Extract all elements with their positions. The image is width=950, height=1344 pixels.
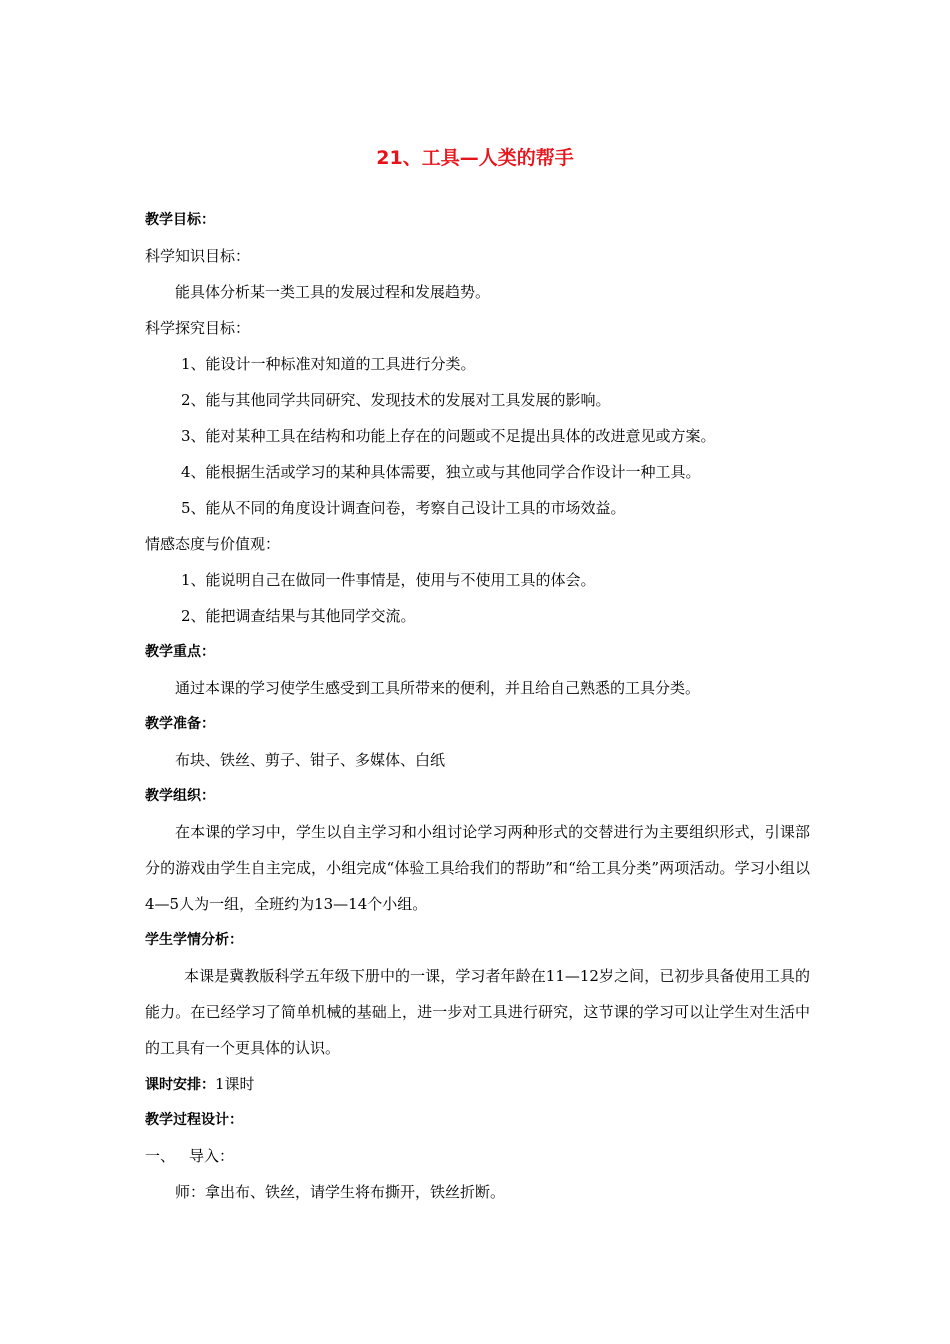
process-section-1 xyxy=(145,1138,810,1174)
schedule-label: 课时安排： xyxy=(145,1077,215,1093)
section-label: 导入： xyxy=(189,1147,235,1165)
focus-heading: 教学重点： xyxy=(145,644,215,660)
analysis-heading: 学生学情分析： xyxy=(145,932,243,948)
goals-heading: 教学目标： xyxy=(145,212,215,228)
organization-text: 在本课的学习中，学生以自主学习和小组讨论学习两种形式的交替进行为主要组织形式，引课部分的游戏由学生自主完成，小组完成“体验工具给我们的帮助”和“给工具分类”两项活动。学习小组以4—5人为一组，全班约为13—14个小组。 xyxy=(145,823,810,913)
analysis-text: 本课是冀教版科学五年级下册中的一课，学习者年龄在11—12岁之间，已初步具备使用工具的能力。在已经学习了简单机械的基础上，进一步对工具进行研究，这节课的学习可以让学生对生活中的工具有一个更具体的认识。 xyxy=(145,967,810,1057)
inquiry-item-1: 1、能设计一种标准对知道的工具进行分类。 xyxy=(181,355,476,373)
inquiry-item-5: 5、能从不同的角度设计调查问卷，考察自己设计工具的市场效益。 xyxy=(181,499,626,517)
organization-heading: 教学组织： xyxy=(145,788,215,804)
prep-heading: 教学准备： xyxy=(145,716,215,732)
section-number: 一、 xyxy=(145,1147,176,1165)
document-body xyxy=(145,202,810,1210)
knowledge-label: 科学知识目标： xyxy=(145,247,251,265)
knowledge-item: 能具体分析某一类工具的发展过程和发展趋势。 xyxy=(175,283,491,301)
schedule-value: 1课时 xyxy=(215,1075,255,1093)
process-heading: 教学过程设计： xyxy=(145,1112,243,1128)
inquiry-item-2: 2、能与其他同学共同研究、发现技术的发展对工具发展的影响。 xyxy=(181,391,611,409)
document-title: 21、工具—人类的帮手 xyxy=(376,147,574,169)
inquiry-item-4: 4、能根据生活或学习的某种具体需要，独立或与其他同学合作设计一种工具。 xyxy=(181,463,701,481)
inquiry-label: 科学探究目标： xyxy=(145,319,251,337)
inquiry-item-3: 3、能对某种工具在结构和功能上存在的问题或不足提出具体的改进意见或方案。 xyxy=(181,427,716,445)
attitude-item-1: 1、能说明自己在做同一件事情是，使用与不使用工具的体会。 xyxy=(181,571,596,589)
prep-text: 布块、铁丝、剪子、钳子、多媒体、白纸 xyxy=(175,751,446,769)
teacher-line: 师：拿出布、铁丝，请学生将布撕开，铁丝折断。 xyxy=(175,1183,506,1201)
schedule-line xyxy=(145,1066,810,1102)
focus-text: 通过本课的学习使学生感受到工具所带来的便利，并且给自己熟悉的工具分类。 xyxy=(175,679,701,697)
attitude-item-2: 2、能把调查结果与其他同学交流。 xyxy=(181,607,416,625)
attitude-label: 情感态度与价值观： xyxy=(145,535,281,553)
